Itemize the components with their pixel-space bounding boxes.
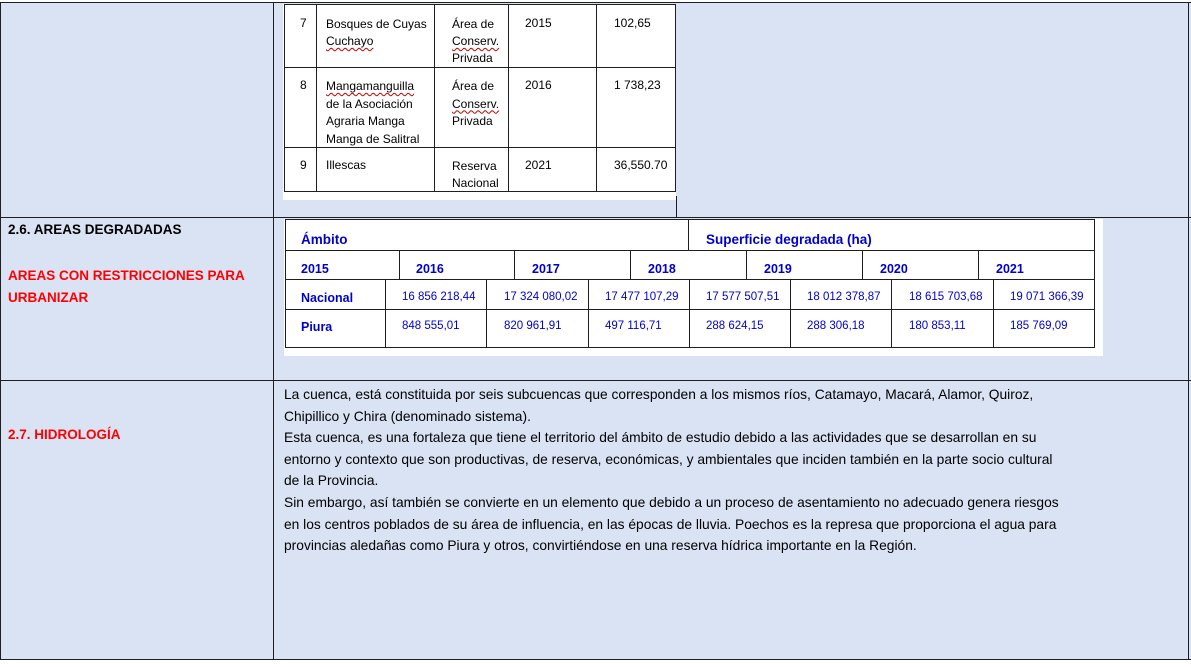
table-cell: 288 306,18: [807, 320, 865, 332]
paragraph-line: Esta cuenca, es una fortaleza que tiene el territorio del ámbito de estudio debido a las actividades que se desarrollan en su: [284, 430, 1037, 446]
table-cell: 18 012 378,87: [807, 291, 881, 303]
year-header: 2015: [301, 262, 329, 276]
table-cell: 18 615 703,68: [909, 291, 983, 303]
year-header: 2017: [532, 262, 560, 276]
table-row-number: 8: [300, 78, 307, 92]
area-type: Reserva Nacional: [452, 159, 499, 190]
section-title: 2.6. AREAS DEGRADADAS: [8, 222, 182, 237]
area-year: 2016: [525, 78, 552, 92]
year-header: 2021: [996, 262, 1024, 276]
paragraph-line: provincias aledañas como Piura y otros, convirtiéndose en una reserva hídrica importante en la Región.: [284, 538, 917, 554]
table-cell: 17 577 507,51: [706, 291, 780, 303]
column-header-surface: Superficie degradada (ha): [706, 232, 872, 247]
table-cell: 497 116,71: [605, 320, 662, 332]
year-header: 2020: [880, 262, 908, 276]
hydrology-paragraph: [284, 384, 1184, 557]
area-surface: 1 738,23: [614, 78, 661, 92]
paragraph-line: entorno y contexto que son productivas, de reserva, económicas, y ambientales que inciden también en la parte socio cultural: [284, 451, 1053, 467]
table-cell: 17 324 080,02: [504, 291, 578, 303]
row-label-nacional: Nacional: [301, 291, 354, 305]
table-row-number: 9: [300, 158, 307, 172]
table-row-number: 7: [300, 16, 307, 30]
table-cell: 185 769,09: [1010, 320, 1068, 332]
area-surface: 102,65: [614, 16, 651, 30]
year-header: 2016: [416, 262, 444, 276]
area-name: Illescas: [326, 158, 367, 172]
area-surface: 36,550.70: [614, 158, 668, 172]
area-type: Área de Conserv. Privada: [452, 79, 500, 128]
table-cell: 820 961,91: [504, 320, 562, 332]
row-label-piura: Piura: [301, 320, 333, 334]
table-cell: 180 853,11: [909, 320, 966, 332]
table-cell: 17 477 107,29: [605, 291, 679, 303]
table-cell: 288 624,15: [706, 320, 764, 332]
paragraph-line: en los centros poblados de su área de influencia, en las épocas de lluvia. Poechos es la represa que proporciona el agua para: [284, 516, 1057, 532]
area-year: 2021: [525, 158, 552, 172]
section-title: 2.7. HIDROLOGÍA: [8, 427, 121, 442]
column-header-scope: Ámbito: [301, 232, 348, 247]
paragraph-line: La cuenca, está constituida por seis subcuencas que corresponden a los mismos ríos, Catamayo, Macará, Alamor, Quiroz,: [284, 387, 1034, 402]
area-type: Área de Conserv. Privada: [452, 17, 500, 65]
area-name: Mangamanguilla de la Asociación Agraria Manga Manga de Salitral: [326, 79, 420, 146]
paragraph-line: de la Provincia.: [284, 473, 379, 489]
year-header: 2018: [648, 262, 676, 276]
degraded-areas-table: [284, 219, 1103, 356]
paragraph-line: Sin embargo, así también se convierte en un elemento que debido a un proceso de asentamiento no adecuado genera riesgos: [284, 494, 1059, 510]
table-cell: 19 071 366,39: [1010, 291, 1084, 303]
year-header: 2019: [764, 262, 792, 276]
row1-left-cell: [0, 2, 274, 217]
row3-left-cell: [0, 380, 274, 660]
area-year: 2015: [525, 16, 552, 30]
area-name: Bosques de Cuyas Cuchayo: [326, 17, 427, 48]
table-cell: 16 856 218,44: [402, 291, 476, 303]
paragraph-line: Chipillico y Chira (denominado sistema).: [284, 408, 531, 424]
table-cell: 848 555,01: [402, 320, 460, 332]
section-subtitle: AREAS CON RESTRICCIONES PARA URBANIZAR: [8, 268, 245, 305]
